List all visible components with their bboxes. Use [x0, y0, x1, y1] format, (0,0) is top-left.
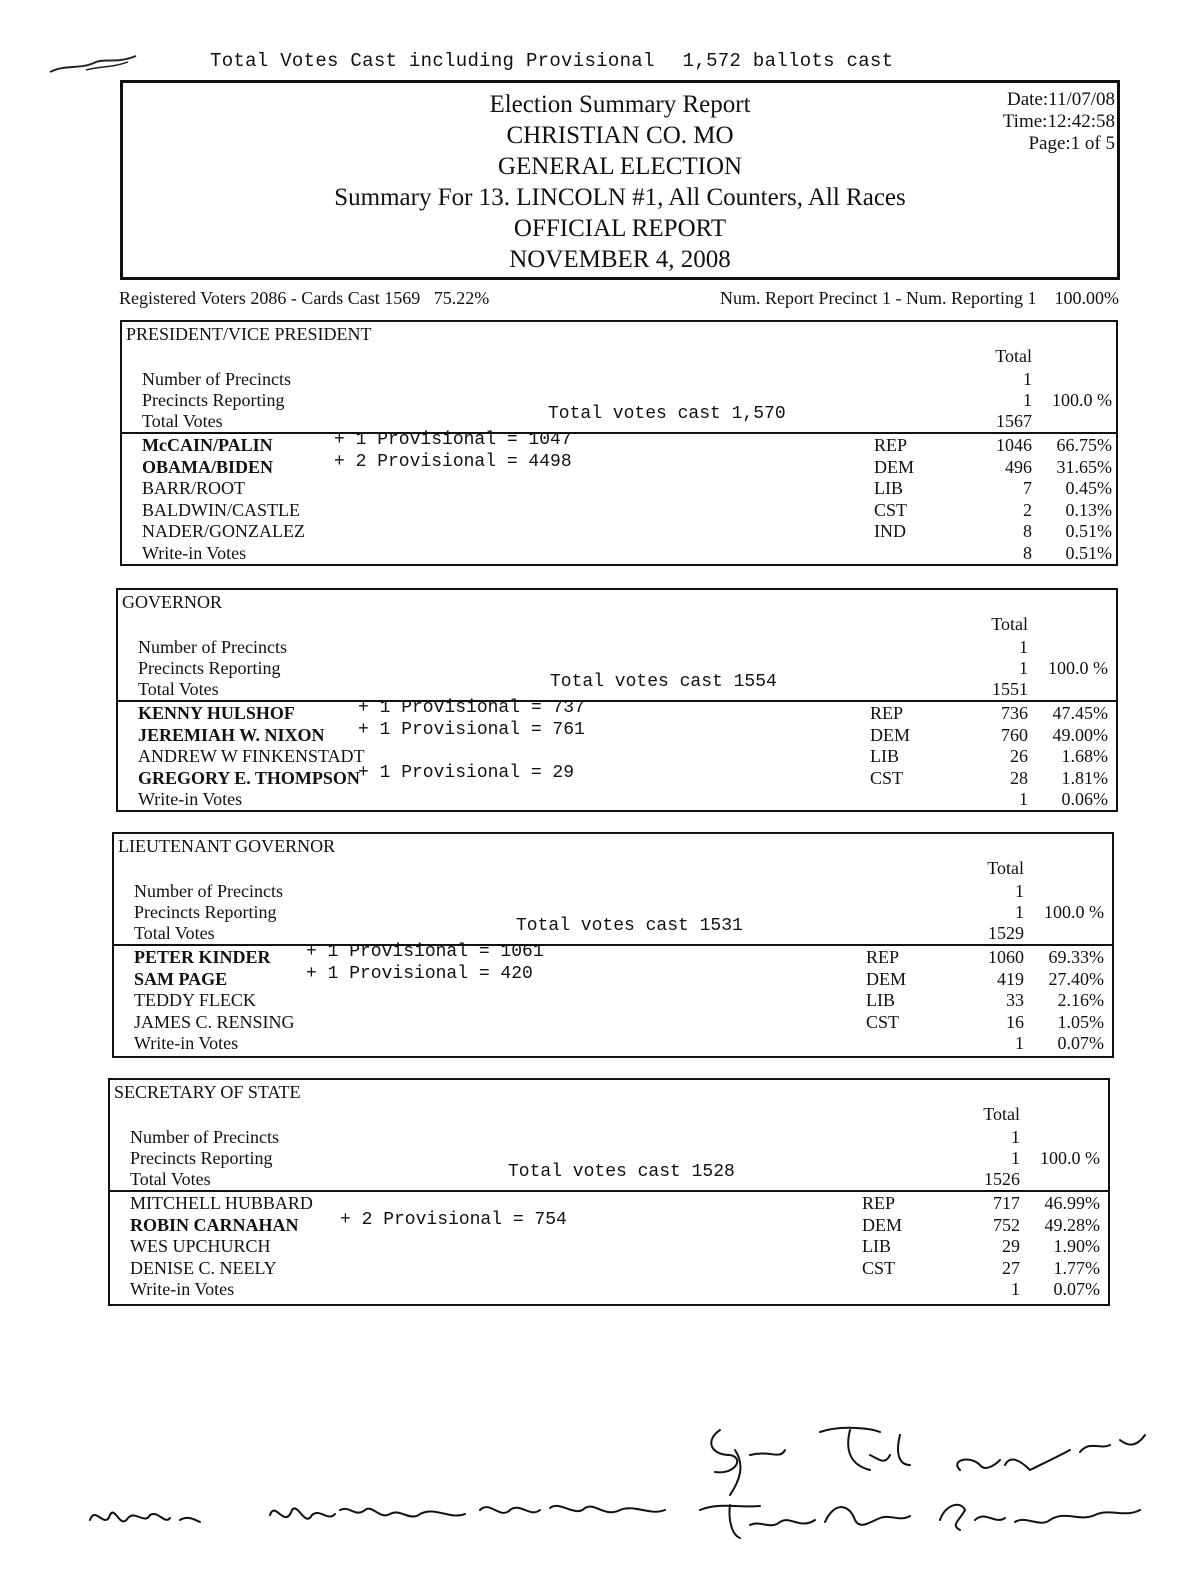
candidate-party: CST [862, 1257, 896, 1278]
candidate-votes: 8 [1023, 521, 1032, 541]
candidate-percent: 1.90% [1053, 1236, 1100, 1256]
num-precincts-label: Number of Precincts [134, 881, 283, 901]
candidate-name: Write-in Votes [134, 1033, 239, 1053]
county-name: CHRISTIAN CO. MO [506, 122, 734, 149]
total-votes-value: 1551 [992, 679, 1028, 699]
candidate-row [114, 1011, 1112, 1033]
votes-cast-note: Total votes cast 1531 [516, 916, 743, 936]
candidate-votes: 8 [1023, 542, 1032, 563]
candidate-party: LIB [866, 990, 895, 1010]
votes-cast-note: Total votes cast 1554 [550, 672, 777, 692]
candidate-party: DEM [870, 724, 910, 745]
precincts-reporting-value: 1 [1023, 390, 1032, 410]
race-title: LIEUTENANT GOVERNOR [118, 836, 336, 856]
total-column-header: Total [987, 858, 1024, 878]
num-precincts-row [118, 636, 1116, 658]
candidate-row [122, 499, 1116, 521]
handwritten-mark [46, 50, 146, 80]
candidate-name: Write-in Votes [138, 789, 243, 809]
candidate-percent: 27.40% [1048, 968, 1104, 989]
candidate-percent: 66.75% [1056, 435, 1112, 455]
report-date: Date:11/07/08 [1007, 89, 1115, 110]
candidate-percent: 0.07% [1053, 1279, 1100, 1299]
candidate-row [122, 477, 1116, 499]
votes-cast-note: Total votes cast 1,570 [548, 404, 786, 424]
num-precincts-value: 1 [1015, 881, 1024, 901]
candidate-party: CST [870, 767, 904, 788]
candidate-party: LIB [870, 746, 899, 766]
candidate-percent: 1.05% [1057, 1011, 1104, 1032]
precincts-reporting-label: Precincts Reporting [130, 1148, 273, 1168]
candidate-votes: 1 [1019, 789, 1028, 809]
candidate-percent: 46.99% [1044, 1193, 1100, 1213]
candidate-name: NADER/GONZALEZ [142, 521, 305, 541]
candidate-votes: 33 [1006, 990, 1024, 1010]
candidate-name: MITCHELL HUBBARD [130, 1193, 313, 1213]
race-title: PRESIDENT/VICE PRESIDENT [126, 324, 372, 344]
candidate-votes: 1 [1015, 1033, 1024, 1053]
num-precincts-value: 1 [1023, 369, 1032, 389]
candidate-name: TEDDY FLECK [134, 990, 256, 1010]
candidate-votes: 717 [993, 1193, 1020, 1213]
total-votes-label: Total Votes [138, 679, 219, 699]
ballots-cast: 1,572 ballots cast [682, 50, 894, 72]
candidate-votes: 760 [1001, 724, 1028, 745]
candidate-party: LIB [862, 1236, 891, 1256]
candidate-name: Write-in Votes [130, 1279, 235, 1299]
votes-cast-note: Total votes cast 1528 [508, 1162, 735, 1182]
report-meta [1003, 89, 1115, 155]
report-time: Time:12:42:58 [1002, 111, 1115, 132]
candidate-votes: 1046 [996, 435, 1032, 455]
race-title: SECRETARY OF STATE [114, 1082, 301, 1102]
num-precincts-value: 1 [1019, 637, 1028, 657]
candidate-row [114, 968, 1112, 990]
provisional-note: + 2 Provisional = 4498 [334, 451, 572, 472]
candidate-name: WES UPCHURCH [130, 1236, 271, 1256]
candidate-name: DENISE C. NEELY [130, 1257, 277, 1278]
provisional-note: + 1 Provisional = 1047 [334, 430, 572, 450]
candidate-votes: 496 [1005, 456, 1032, 477]
total-votes-note [210, 50, 893, 72]
total-votes-label: Total Votes [134, 923, 215, 943]
candidate-row [114, 989, 1112, 1011]
candidate-name: McCAIN/PALIN [142, 435, 273, 455]
num-precincts-label: Number of Precincts [138, 637, 287, 657]
provisional-note: + 1 Provisional = 761 [358, 719, 585, 740]
candidate-name: JAMES C. RENSING [134, 1011, 295, 1032]
candidate-percent: 0.06% [1061, 789, 1108, 809]
candidate-percent: 69.33% [1048, 947, 1104, 967]
candidate-row [110, 1214, 1108, 1236]
candidate-name: KENNY HULSHOF [138, 703, 295, 723]
page-number: Page:1 of 5 [1028, 133, 1115, 154]
candidate-votes: 419 [997, 968, 1024, 989]
candidate-party: REP [866, 947, 900, 967]
total-votes-value: 1529 [988, 923, 1024, 943]
registered-voters: Registered Voters 2086 - Cards Cast 1569 75.22% [119, 288, 490, 308]
candidate-votes: 1060 [988, 947, 1024, 967]
candidate-name: ANDREW W FINKENSTADT [138, 746, 365, 766]
candidate-percent: 0.07% [1057, 1033, 1104, 1053]
num-precincts-row [110, 1126, 1108, 1148]
reporting-percent: 100.0 % [1052, 390, 1112, 410]
summary-scope: Summary For 13. LINCOLN #1, All Counters, All Races [334, 184, 906, 211]
candidate-votes: 2 [1023, 499, 1032, 520]
report-titles [123, 89, 1117, 275]
candidate-name: BALDWIN/CASTLE [142, 499, 300, 520]
candidate-votes: 27 [1002, 1257, 1020, 1278]
candidate-percent: 49.00% [1052, 724, 1108, 745]
candidate-row [118, 745, 1116, 767]
candidate-party: CST [874, 499, 908, 520]
reporting-percent: 100.0 % [1040, 1148, 1100, 1168]
candidate-percent: 0.51% [1065, 521, 1112, 541]
provisional-note: + 1 Provisional = 29 [358, 762, 575, 783]
provisional-note: + 2 Provisional = 754 [340, 1209, 567, 1230]
candidate-percent: 1.68% [1061, 746, 1108, 766]
candidate-name: Write-in Votes [142, 542, 247, 563]
candidate-votes: 29 [1002, 1236, 1020, 1256]
candidate-name: GREGORY E. THOMPSON [138, 767, 360, 788]
candidate-percent: 2.16% [1057, 990, 1104, 1010]
precincts-reporting-label: Precincts Reporting [134, 902, 277, 922]
total-column-header: Total [983, 1104, 1020, 1124]
race-section [120, 320, 1118, 566]
total-votes-value: 1526 [984, 1169, 1020, 1189]
signatures [80, 1410, 1160, 1560]
candidate-party: REP [874, 435, 908, 455]
candidate-votes: 28 [1010, 767, 1028, 788]
election-name: GENERAL ELECTION [497, 153, 743, 180]
candidate-name: JEREMIAH W. NIXON [138, 724, 325, 745]
report-type: OFFICIAL REPORT [513, 215, 727, 242]
candidate-percent: 0.45% [1065, 478, 1112, 498]
provisional-note: + 1 Provisional = 1061 [306, 942, 544, 962]
registration-line [119, 288, 1119, 309]
candidate-votes: 7 [1023, 478, 1032, 498]
precincts-reporting-value: 1 [1011, 1148, 1020, 1168]
candidate-row [110, 1278, 1108, 1300]
candidate-party: LIB [874, 478, 903, 498]
candidate-row [118, 724, 1116, 746]
candidate-row [122, 520, 1116, 542]
race-section [108, 1078, 1110, 1306]
candidate-name: SAM PAGE [134, 968, 228, 989]
provisional-note: + 1 Provisional = 420 [306, 963, 533, 984]
reporting-percent: 100.0 % [1044, 902, 1104, 922]
total-column-header: Total [991, 614, 1028, 634]
candidate-row [122, 456, 1116, 478]
precinct-reporting: Num. Report Precinct 1 - Num. Reporting 1 100.00% [720, 288, 1119, 308]
race-title: GOVERNOR [122, 592, 223, 612]
candidate-row [110, 1257, 1108, 1279]
candidate-party: DEM [874, 456, 914, 477]
candidate-percent: 31.65% [1056, 456, 1112, 477]
candidate-name: ROBIN CARNAHAN [130, 1214, 299, 1235]
candidate-percent: 0.51% [1065, 542, 1112, 563]
total-votes-value: 1567 [996, 411, 1032, 431]
candidate-row [118, 788, 1116, 810]
candidate-name: BARR/ROOT [142, 478, 246, 498]
num-precincts-value: 1 [1011, 1127, 1020, 1147]
candidate-votes: 26 [1010, 746, 1028, 766]
num-precincts-row [122, 368, 1116, 390]
candidate-party: CST [866, 1011, 900, 1032]
candidate-percent: 0.13% [1065, 499, 1112, 520]
candidate-party: DEM [862, 1214, 902, 1235]
total-votes-label: Total Votes [130, 1169, 211, 1189]
total-votes-label: Total Votes [142, 411, 223, 431]
num-precincts-label: Number of Precincts [142, 369, 291, 389]
candidate-name: PETER KINDER [134, 947, 271, 967]
candidate-row [122, 542, 1116, 564]
candidate-row [110, 1235, 1108, 1257]
candidate-party: DEM [866, 968, 906, 989]
candidate-votes: 1 [1011, 1279, 1020, 1299]
candidate-percent: 49.28% [1044, 1214, 1100, 1235]
reporting-percent: 100.0 % [1048, 658, 1108, 678]
candidate-percent: 1.81% [1061, 767, 1108, 788]
candidate-row [118, 767, 1116, 789]
candidate-party: IND [874, 521, 906, 541]
candidate-row [122, 434, 1116, 456]
num-precincts-label: Number of Precincts [130, 1127, 279, 1147]
candidate-percent: 1.77% [1053, 1257, 1100, 1278]
candidate-row [110, 1192, 1108, 1214]
precincts-reporting-value: 1 [1015, 902, 1024, 922]
candidate-party: REP [862, 1193, 896, 1213]
candidate-percent: 47.45% [1052, 703, 1108, 723]
candidate-row [114, 946, 1112, 968]
candidate-name: OBAMA/BIDEN [142, 456, 274, 477]
precincts-reporting-value: 1 [1019, 658, 1028, 678]
candidate-row [118, 702, 1116, 724]
candidate-votes: 752 [993, 1214, 1020, 1235]
race-section [116, 588, 1118, 812]
total-column-header: Total [995, 346, 1032, 366]
provisional-note: + 1 Provisional = 737 [358, 698, 585, 718]
report-header [120, 80, 1120, 280]
precincts-reporting-label: Precincts Reporting [142, 390, 285, 410]
total-votes-note-text: Total Votes Cast including Provisional [210, 50, 655, 72]
num-precincts-row [114, 880, 1112, 902]
election-date: NOVEMBER 4, 2008 [509, 246, 731, 273]
report-title: Election Summary Report [489, 91, 751, 118]
candidate-votes: 736 [1001, 703, 1028, 723]
precincts-reporting-label: Precincts Reporting [138, 658, 281, 678]
candidate-party: REP [870, 703, 904, 723]
candidate-row [114, 1032, 1112, 1054]
candidate-votes: 16 [1006, 1011, 1024, 1032]
race-section [112, 832, 1114, 1058]
